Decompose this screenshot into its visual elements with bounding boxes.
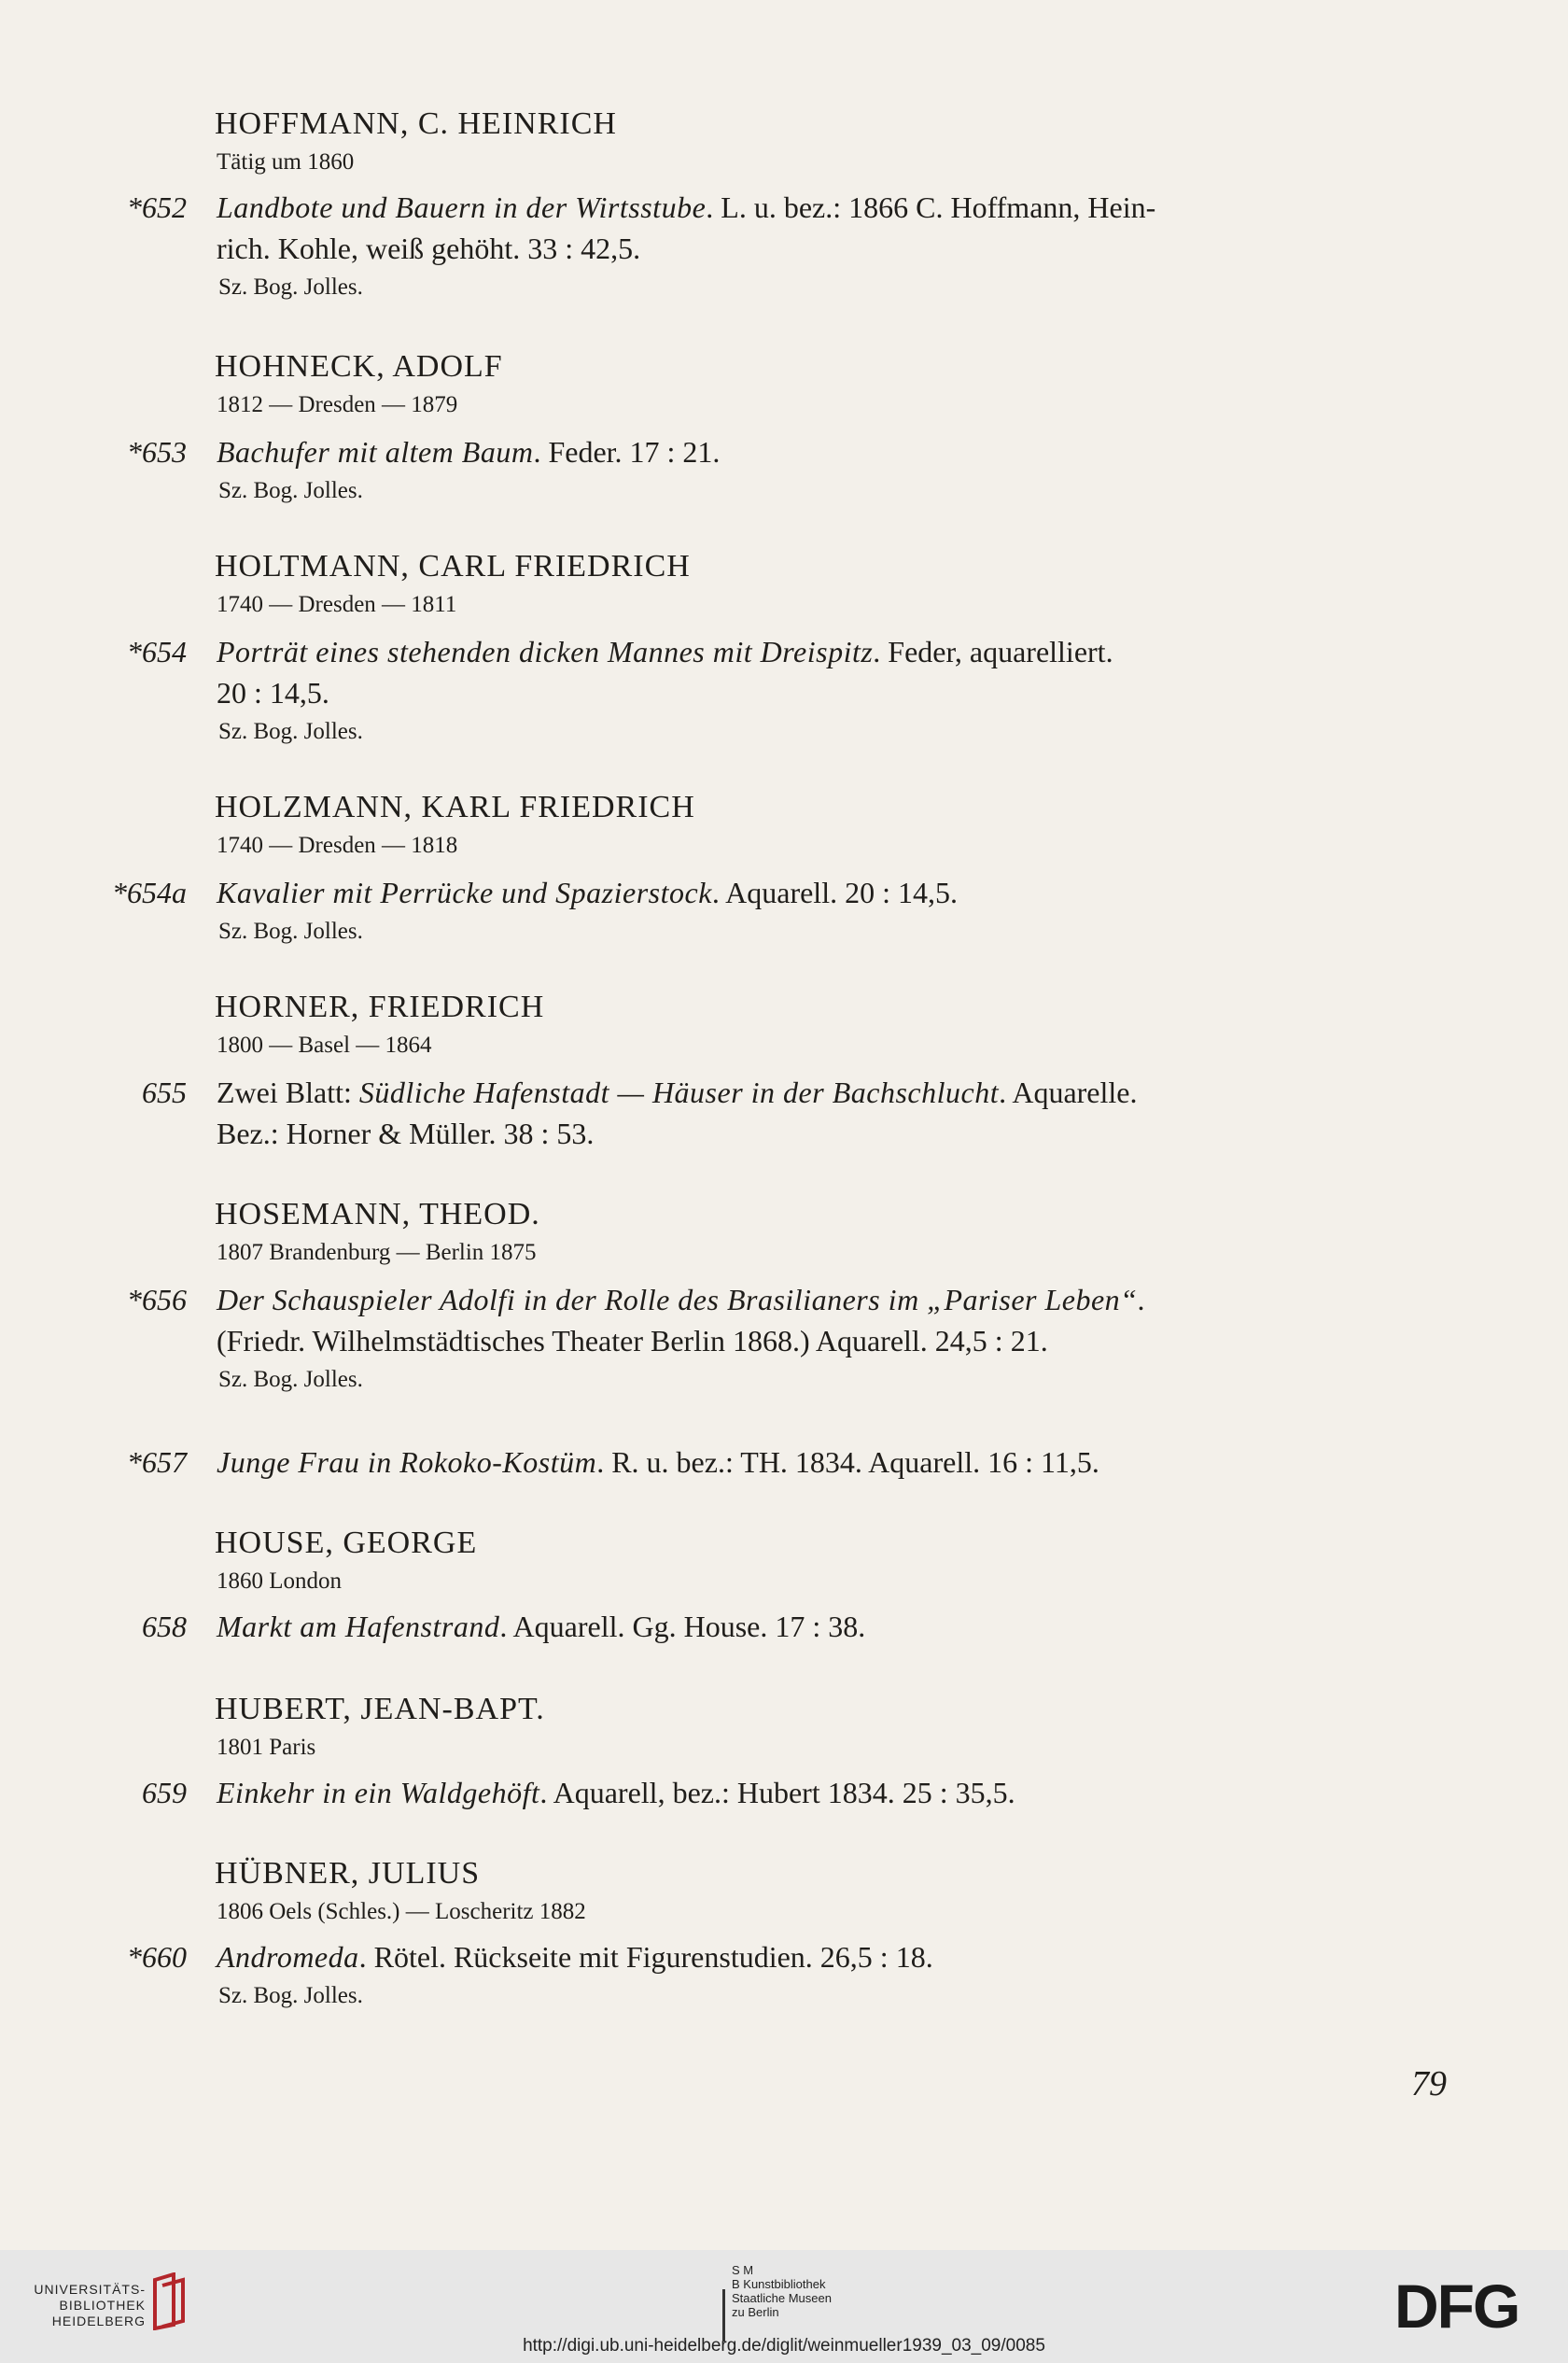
artist-dates: 1860 London xyxy=(217,1568,343,1594)
entry-details: . Aquarell. Gg. House. 17 : 38. xyxy=(499,1610,866,1643)
entry-number: 658 xyxy=(142,1610,187,1643)
artist-dates: Tätig um 1860 xyxy=(217,149,355,175)
kunstbibliothek-logo-icon xyxy=(721,2289,730,2342)
entry-text xyxy=(217,1072,1458,1154)
entry-text xyxy=(217,631,1458,713)
entry-text xyxy=(217,187,1458,269)
artist-name: HOUSE, GEORGE xyxy=(215,1526,478,1560)
kb-logo-line: Staatliche Museen xyxy=(732,2291,832,2305)
entry-text xyxy=(217,1442,1458,1483)
entry-source: Sz. Bog. Jolles. xyxy=(218,478,363,503)
artist-dates: 1812 — Dresden — 1879 xyxy=(217,392,458,417)
entry-number: *654 xyxy=(127,635,187,668)
entry-text xyxy=(217,1936,1458,1977)
entry-details: . Feder. 17 : 21. xyxy=(533,435,721,469)
permalink-url[interactable]: http://digi.ub.uni-heidelberg.de/diglit/weinmueller1939_03_09/0085 xyxy=(523,2336,1045,2356)
entry-title: Bachufer mit altem Baum xyxy=(217,435,534,469)
kunstbibliothek-logo[interactable] xyxy=(732,2263,832,2319)
entry-source: Sz. Bog. Jolles. xyxy=(218,1367,363,1392)
university-logo-mark-icon xyxy=(149,2272,190,2330)
artist-name: HOSEMANN, THEOD. xyxy=(215,1197,540,1231)
artist-dates: 1740 — Dresden — 1818 xyxy=(217,833,458,858)
entry-details: . Aquarell, bez.: Hubert 1834. 25 : 35,5. xyxy=(539,1776,1015,1809)
entry-number: 659 xyxy=(142,1776,187,1809)
artist-name: HOLZMANN, KARL FRIEDRICH xyxy=(215,790,695,824)
dfg-logo[interactable]: DFG xyxy=(1394,2272,1519,2341)
entry-details: . L. u. bez.: 1866 C. Hoffmann, Hein- xyxy=(706,190,1156,224)
entry-title: Der Schauspieler Adolfi in der Rolle des Brasilianers im „Pariser Leben“ xyxy=(217,1283,1138,1316)
entry-title: Einkehr in ein Waldgehöft xyxy=(217,1776,540,1809)
entry-source: Sz. Bog. Jolles. xyxy=(218,274,363,300)
entry-details: . Feder, aquarelliert. xyxy=(873,635,1113,668)
entry-details-cont: (Friedr. Wilhelmstädtisches Theater Berlin 1868.) Aquarell. 24,5 : 21. xyxy=(217,1324,1048,1357)
artist-dates: 1806 Oels (Schles.) — Loscheritz 1882 xyxy=(217,1899,586,1924)
artist-name: HOFFMANN, C. HEINRICH xyxy=(215,106,617,141)
entry-title: Kavalier mit Perrücke und Spazierstock xyxy=(217,876,712,909)
entry-details: . Rötel. Rückseite mit Figurenstudien. 26,5 : 18. xyxy=(358,1940,933,1974)
artist-name: HORNER, FRIEDRICH xyxy=(215,990,545,1024)
entry-title: Porträt eines stehenden dicken Mannes mit Dreispitz xyxy=(217,635,874,668)
university-library-logo[interactable] xyxy=(24,2282,146,2329)
entry-number: 655 xyxy=(142,1076,187,1109)
entry-source: Sz. Bog. Jolles. xyxy=(218,1983,363,2008)
entry-title: Landbote und Bauern in der Wirtsstube xyxy=(217,190,707,224)
entry-title: Junge Frau in Rokoko-Kostüm xyxy=(217,1445,597,1479)
entry-source: Sz. Bog. Jolles. xyxy=(218,719,363,744)
entry-title: Südliche Hafenstadt — Häuser in der Bachschlucht xyxy=(358,1076,1000,1109)
entry-number: *660 xyxy=(127,1940,187,1974)
viewer-footer xyxy=(0,2250,1568,2363)
entry-number: *652 xyxy=(127,190,187,224)
page-number: 79 xyxy=(1411,2064,1447,2103)
artist-name: HOLTMANN, CARL FRIEDRICH xyxy=(215,549,691,584)
entry-text xyxy=(217,431,1458,472)
uni-logo-line: UNIVERSITÄTS- xyxy=(34,2282,146,2297)
entry-prefix: Zwei Blatt: xyxy=(217,1076,359,1109)
entry-details: . xyxy=(1137,1283,1145,1316)
entry-details: . Aquarell. 20 : 14,5. xyxy=(711,876,958,909)
artist-dates: 1740 — Dresden — 1811 xyxy=(217,592,457,617)
artist-name: HUBERT, JEAN-BAPT. xyxy=(215,1692,545,1726)
entry-text xyxy=(217,872,1458,913)
kb-logo-line: B Kunstbibliothek xyxy=(732,2277,826,2291)
kb-logo-line: S M xyxy=(732,2263,754,2277)
entry-source: Sz. Bog. Jolles. xyxy=(218,919,363,944)
entry-title: Andromeda xyxy=(217,1940,359,1974)
entry-title: Markt am Hafenstrand xyxy=(217,1610,500,1643)
entry-details: . R. u. bez.: TH. 1834. Aquarell. 16 : 11,5. xyxy=(596,1445,1099,1479)
kb-logo-line: zu Berlin xyxy=(732,2305,779,2319)
entry-text xyxy=(217,1279,1458,1361)
entry-details-cont: rich. Kohle, weiß gehöht. 33 : 42,5. xyxy=(217,232,641,265)
entry-number: *653 xyxy=(127,435,187,469)
entry-details-cont: 20 : 14,5. xyxy=(217,676,329,710)
artist-dates: 1807 Brandenburg — Berlin 1875 xyxy=(217,1240,537,1265)
uni-logo-line: HEIDELBERG xyxy=(51,2314,146,2328)
artist-dates: 1800 — Basel — 1864 xyxy=(217,1033,432,1058)
uni-logo-line: BIBLIOTHEK xyxy=(59,2298,146,2313)
entry-number: *656 xyxy=(127,1283,187,1316)
entry-text xyxy=(217,1772,1458,1813)
artist-name: HOHNECK, ADOLF xyxy=(215,349,503,384)
artist-name: HÜBNER, JULIUS xyxy=(215,1856,481,1891)
entry-details-cont: Bez.: Horner & Müller. 38 : 53. xyxy=(217,1117,595,1150)
entry-text xyxy=(217,1606,1458,1647)
entry-number: *654a xyxy=(112,876,187,909)
entry-details: . Aquarelle. xyxy=(999,1076,1138,1109)
entry-number: *657 xyxy=(127,1445,187,1479)
artist-dates: 1801 Paris xyxy=(217,1735,316,1760)
